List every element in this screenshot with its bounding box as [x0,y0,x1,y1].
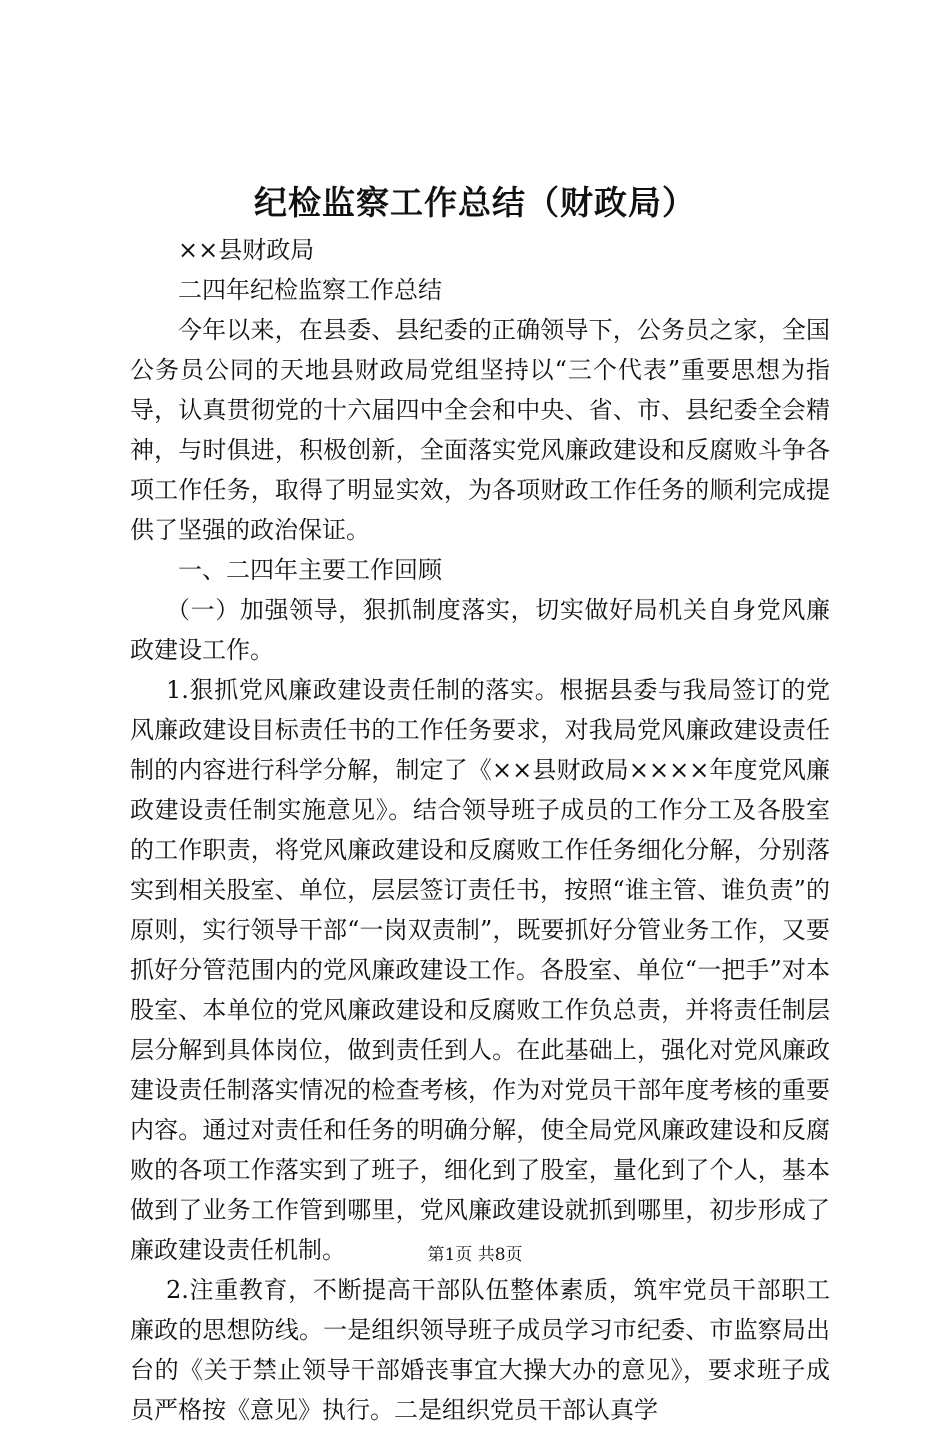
org-name-line: ××县财政局 [178,236,315,264]
item-paragraph-1: 1.狠抓党风廉政建设责任制的落实。根据县委与我局签订的党风廉政建设目标责任书的工作任务要求，对我局党风廉政建设责任制的内容进行科学分解，制定了《××县财政局××××年度党风廉政建设责任制实施意见》。结合领导班子成员的工作分工及各股室的工作职责，将党风廉政建设和反腐败工作任务细化分解，分别落实到相关股室、单位，层层签订责任书，按照“谁主管、谁负责”的原则，实行领导干部“一岗双责制”，既要抓好分管业务工作，又要抓好分管范围内的党风廉政建设工作。各股室、单位“一把手”对本股室、本单位的党风廉政建设和反腐败工作负总责，并将责任制层层分解到具体岗位，做到责任到人。在此基础上，强化对党风廉政建设责任制落实情况的检查考核，作为对党员干部年度考核的重要内容。通过对责任和任务的明确分解，使全局党风廉政建设和反腐败的各项工作落实到了班子，细化到了股室，量化到了个人，基本做到了业务工作管到哪里，党风廉政建设就抓到哪里，初步形成了廉政建设责任机制。 [130,676,830,1264]
intro-paragraph: 今年以来，在县委、县纪委的正确领导下，公务员之家，全国公务员公同的天地县财政局党组坚持以“三个代表”重要思想为指导，认真贯彻党的十六届四中全会和中央、省、市、县纪委全会精神，与时俱进，积极创新，全面落实党风廉政建设和反腐败斗争各项工作任务，取得了明显实效，为各项财政工作任务的顺利完成提供了坚强的政治保证。 [130,316,830,544]
page-footer: 第1页 共8页 [427,1245,523,1265]
item-paragraph-2: 2.注重教育，不断提高干部队伍整体素质，筑牢党员干部职工廉政的思想防线。一是组织领导班子成员学习市纪委、市监察局出台的《关于禁止领导干部婚丧事宜大操大办的意见》，要求班子成员严格按《意见》执行。二是组织党员干部认真学 [130,1276,830,1424]
subsection-heading-1: （一）加强领导，狠抓制度落实，切实做好局机关自身党风廉政建设工作。 [130,596,830,664]
report-subtitle-line: 二四年纪检监察工作总结 [178,276,442,304]
section-heading-1: 一、二四年主要工作回顾 [178,556,442,584]
document-title: 纪检监察工作总结（财政局） [254,183,696,222]
